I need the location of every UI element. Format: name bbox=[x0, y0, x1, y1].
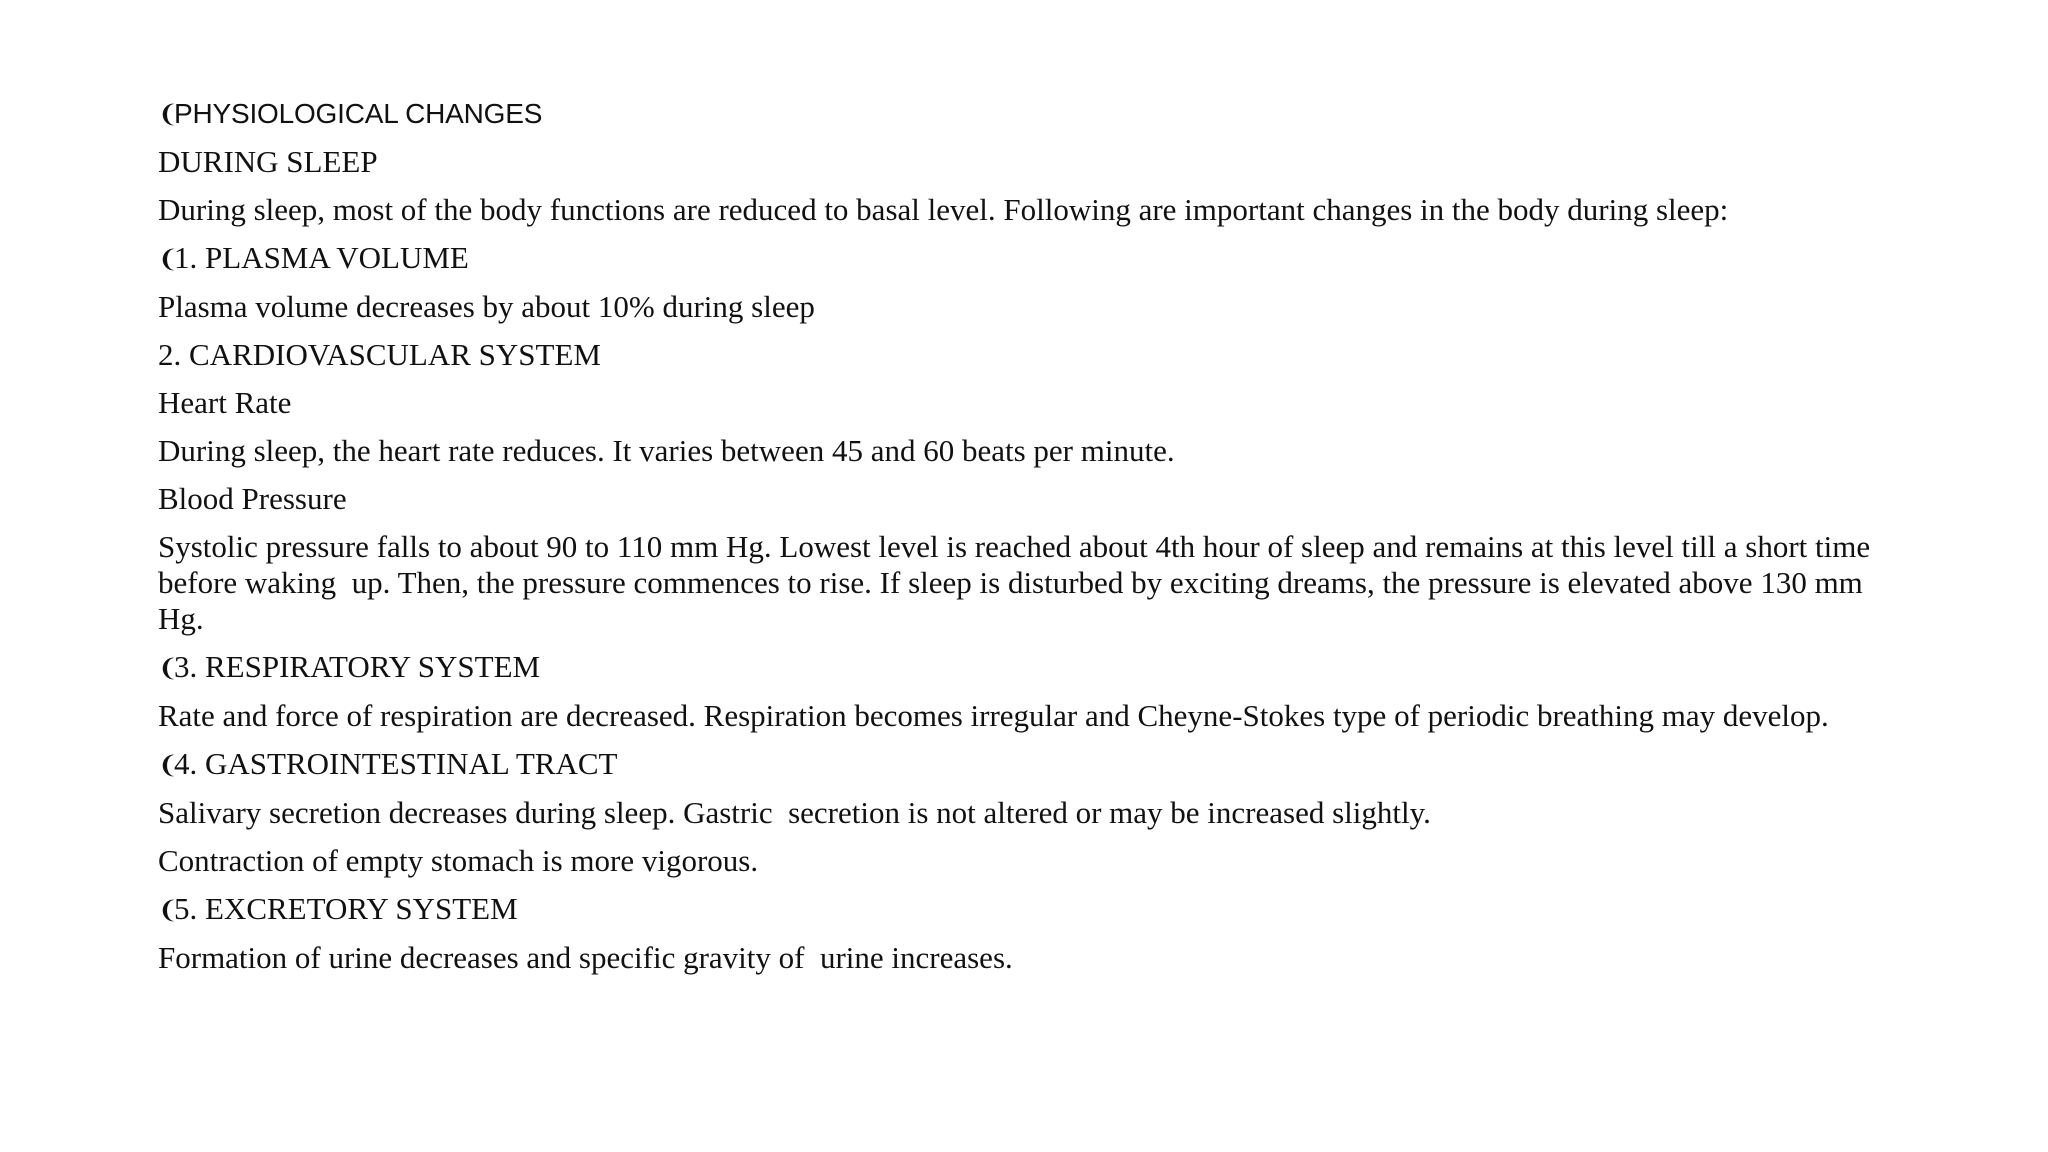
slide-content bbox=[158, 96, 1898, 988]
bullet-icon: ❨ bbox=[158, 245, 179, 273]
section-heading-excretory bbox=[158, 891, 1898, 928]
bullet-icon: ❨ bbox=[158, 100, 178, 128]
slide-title bbox=[158, 96, 1898, 132]
gi-text-2: Contraction of empty stomach is more vigorous. bbox=[158, 843, 759, 878]
heart-rate-text: During sleep, the heart rate reduces. It varies between 45 and 60 beats per minute. bbox=[158, 433, 1175, 468]
gi-text-1: Salivary secretion decreases during sleep. Gastric secretion is not altered or may be increased slightly. bbox=[158, 795, 1431, 830]
section-heading-text: 1. PLASMA VOLUME bbox=[174, 240, 469, 275]
heart-rate-label: Heart Rate bbox=[158, 385, 292, 420]
section-heading-respiratory bbox=[158, 649, 1898, 686]
bullet-icon: ❨ bbox=[158, 896, 179, 924]
section-heading-gi bbox=[158, 746, 1898, 783]
slide-subtitle: DURING SLEEP bbox=[158, 144, 378, 179]
intro-paragraph: During sleep, most of the body functions are reduced to basal level. Following are important changes in the body during sleep: bbox=[158, 192, 1729, 227]
section-heading-text: 3. RESPIRATORY SYSTEM bbox=[174, 649, 541, 684]
slide-title-text: PHYSIOLOGICAL CHANGES bbox=[174, 98, 543, 129]
blood-pressure-label: Blood Pressure bbox=[158, 481, 347, 516]
section-heading-text: 5. EXCRETORY SYSTEM bbox=[174, 891, 518, 926]
section-heading-text: 4. GASTROINTESTINAL TRACT bbox=[174, 746, 618, 781]
section-heading-cardio: 2. CARDIOVASCULAR SYSTEM bbox=[158, 337, 601, 372]
section-heading-plasma bbox=[158, 240, 1898, 277]
blood-pressure-text: Systolic pressure falls to about 90 to 110 mm Hg. Lowest level is reached about 4th hour of sleep and remains at this level till a short time before waking up. Then, the pressure commences to rise. If sleep is disturbed by exciting dreams, the pressure is elevated above 130 mm Hg. bbox=[158, 529, 1878, 636]
plasma-text: Plasma volume decreases by about 10% during sleep bbox=[158, 289, 815, 324]
bullet-icon: ❨ bbox=[158, 751, 179, 779]
respiratory-text: Rate and force of respiration are decreased. Respiration becomes irregular and Cheyne-Stokes type of periodic breathing may develop. bbox=[158, 698, 1829, 733]
excretory-text: Formation of urine decreases and specific gravity of urine increases. bbox=[158, 940, 1013, 975]
bullet-icon: ❨ bbox=[158, 654, 179, 682]
